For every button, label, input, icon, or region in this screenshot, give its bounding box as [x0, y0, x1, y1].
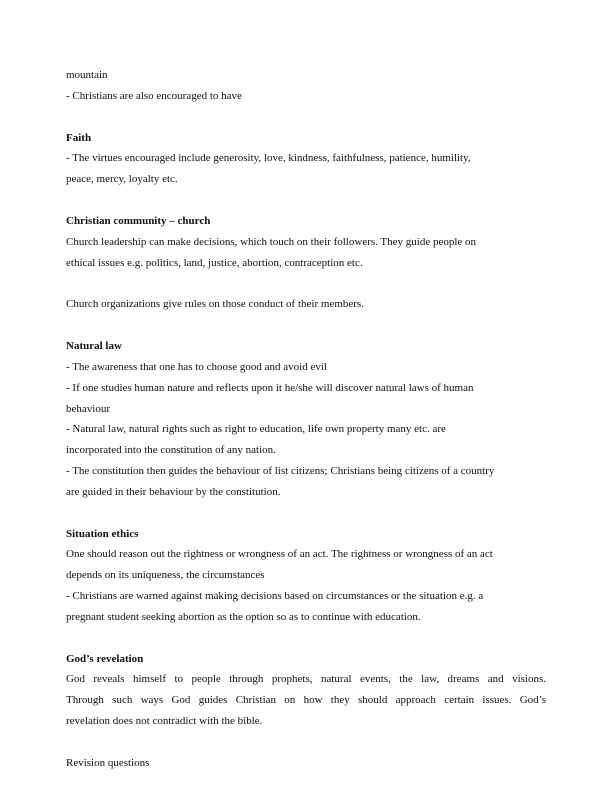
document-page	[66, 65, 546, 774]
blank-line	[66, 273, 546, 294]
text-line: Church organizations give rules on those conduct of their members.	[66, 298, 364, 311]
blank-line	[66, 628, 546, 649]
text-line: depends on its uniqueness, the circumstances	[66, 569, 265, 582]
text-line: God reveals himself to people through prophets, natural events, the law, dreams and visions.	[66, 673, 546, 686]
blank-line	[66, 732, 546, 753]
text-line: - Christians are also encouraged to have	[66, 89, 242, 102]
blank-line	[66, 190, 546, 211]
text-line: incorporated into the constitution of any nation.	[66, 444, 276, 457]
section-heading: Christian community – church	[66, 214, 211, 227]
text-line: revelation does not contradict with the bible.	[66, 715, 263, 728]
section-heading: Natural law	[66, 339, 122, 352]
blank-line	[66, 503, 546, 524]
section-heading: God’s revelation	[66, 652, 144, 665]
text-line: - Christians are warned against making decisions based on circumstances or the situation e.g. a	[66, 590, 484, 603]
text-line: are guided in their behaviour by the constitution.	[66, 485, 281, 498]
text-line: behaviour	[66, 402, 110, 415]
text-line: Church leadership can make decisions, which touch on their followers. They guide people on	[66, 235, 477, 248]
text-line: One should reason out the rightness or wrongness of an act. The rightness or wrongness of an act	[66, 548, 493, 561]
text-line: Through such ways God guides Christian on how they should approach certain issues. God’s	[66, 694, 546, 707]
text-line: - Natural law, natural rights such as right to education, life own property many etc. are	[66, 423, 446, 436]
text-line: mountain	[66, 69, 108, 81]
text-line: - The awareness that one has to choose good and avoid evil	[66, 360, 327, 373]
text-line: ethical issues e.g. politics, land, justice, abortion, contraception etc.	[66, 256, 363, 269]
text-line: pregnant student seeking abortion as the option so as to continue with education.	[66, 610, 421, 623]
text-line: - If one studies human nature and reflects upon it he/she will discover natural laws of human	[66, 381, 474, 394]
text-line: - The constitution then guides the behaviour of list citizens; Christians being citizens of a country	[66, 465, 495, 478]
text-line: Revision questions	[66, 756, 150, 769]
blank-line	[66, 315, 546, 336]
section-heading: Faith	[66, 131, 92, 144]
section-heading: Situation ethics	[66, 527, 139, 540]
text-line: peace, mercy, loyalty etc.	[66, 173, 178, 186]
blank-line	[66, 107, 546, 128]
text-line: - The virtues encouraged include generosity, love, kindness, faithfulness, patience, humility,	[66, 152, 471, 165]
